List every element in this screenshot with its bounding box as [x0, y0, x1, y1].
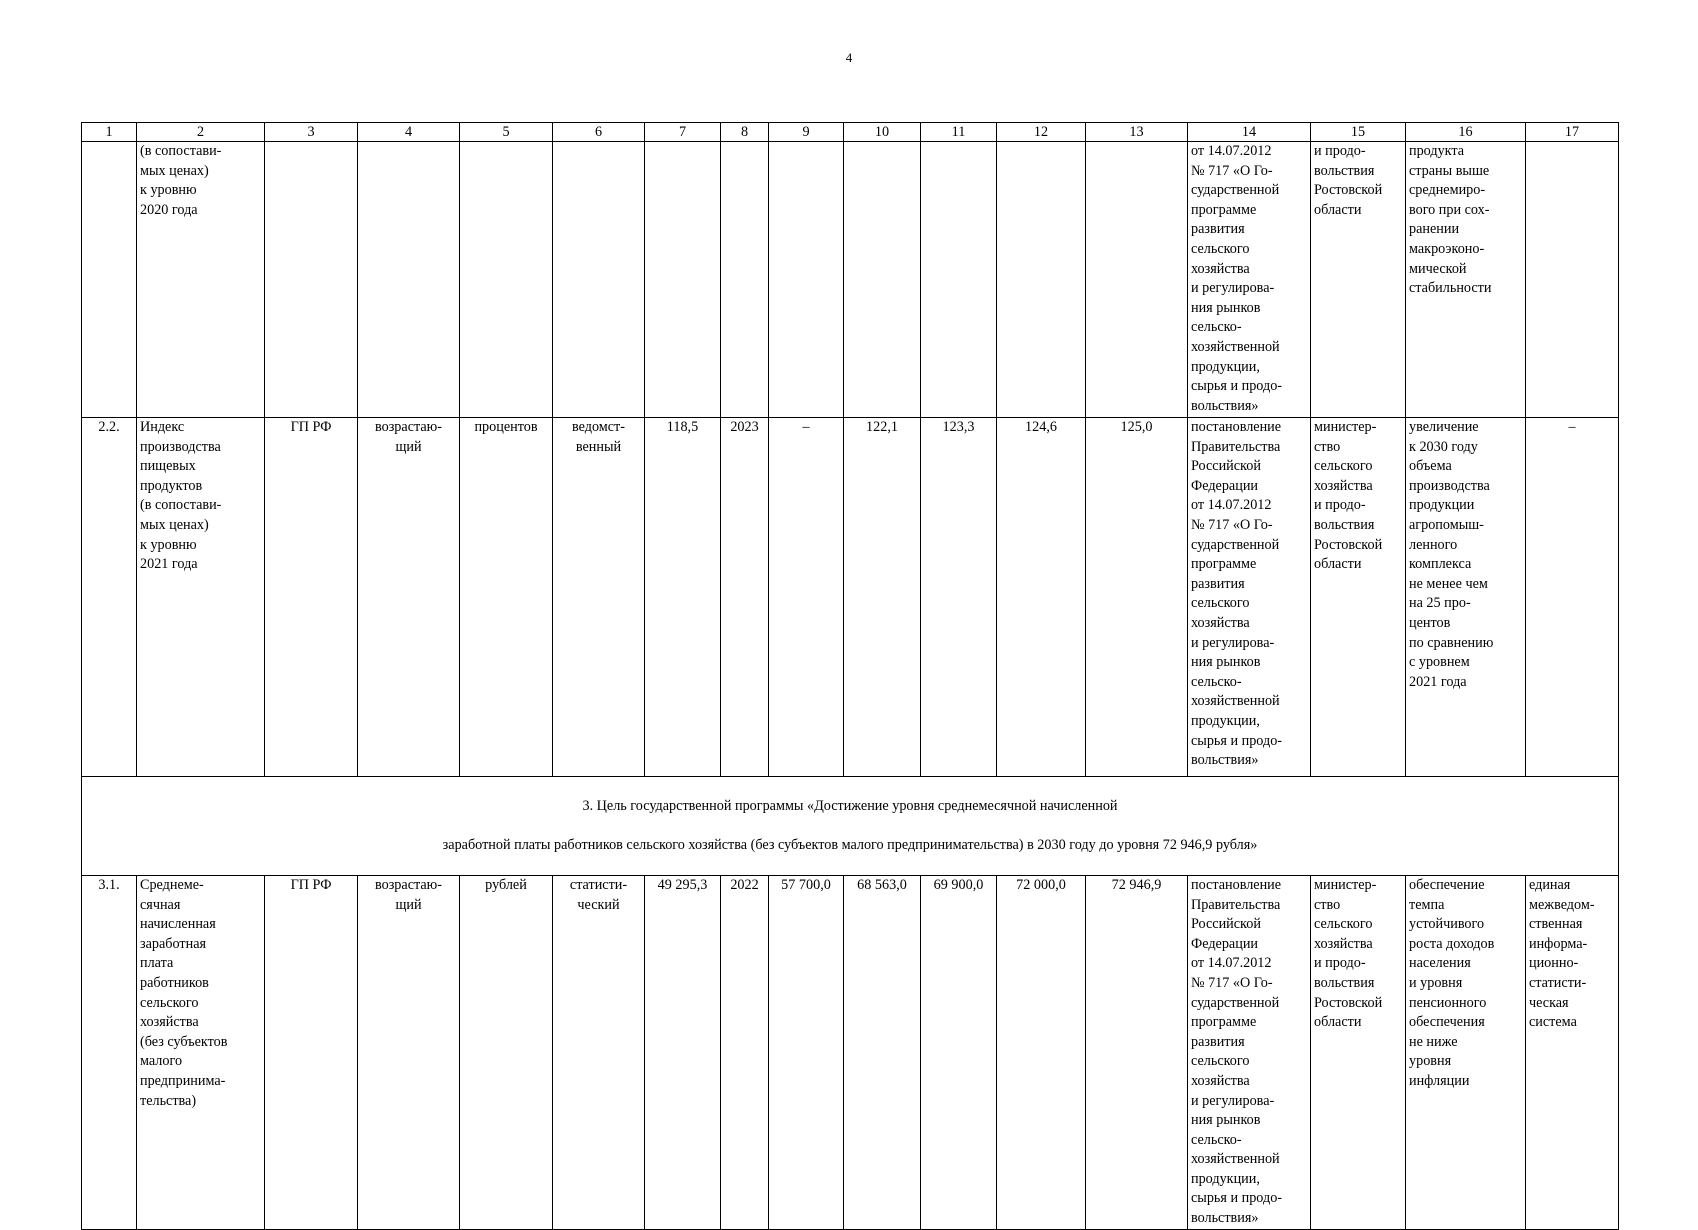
info-system-cell	[1526, 142, 1619, 418]
value-cell: 57 700,0	[769, 875, 844, 1229]
value-cell	[1086, 142, 1188, 418]
header-cell: 8	[721, 123, 769, 142]
value-cell: –	[769, 418, 844, 777]
table-row	[82, 142, 1619, 418]
header-cell: 12	[997, 123, 1086, 142]
header-cell: 2	[137, 123, 265, 142]
level-cell	[265, 142, 358, 418]
document-cell: постановление Правительства Российской Федерации от 14.07.2012 № 717 «О Го- сударственной программе развития сельского хозяйства и регулирова- ния рынков сельско- хозяйственной продукции, сырья и продо- вольствия»	[1188, 875, 1311, 1229]
header-cell: 10	[844, 123, 921, 142]
table-row	[82, 418, 1619, 777]
link-cell: обеспечение темпа устойчивого роста доходов населения и уровня пенсионного обеспечения не ниже уровня инфляции	[1406, 875, 1526, 1229]
type-cell: статисти- ческий	[553, 875, 645, 1229]
indicator-name: (в сопостави- мых ценах) к уровню 2020 года	[137, 142, 265, 418]
info-system-cell: –	[1526, 418, 1619, 777]
level-cell: ГП РФ	[265, 875, 358, 1229]
goal-title-line2: заработной платы работников сельского хозяйства (без субъектов малого предпринимательства) в 2030 году до уровня 72 946,9 рубля»	[442, 836, 1258, 853]
indicator-name: Индекс производства пищевых продуктов (в сопостави- мых ценах) к уровню 2021 года	[137, 418, 265, 777]
goal-section-title	[82, 777, 1619, 876]
header-cell: 11	[921, 123, 997, 142]
info-system-cell: единая межведом- ственная информа- ционно- статисти- ческая система	[1526, 875, 1619, 1229]
goal-section-row	[82, 777, 1619, 876]
unit-cell	[460, 142, 553, 418]
row-number: 3.1.	[82, 875, 137, 1229]
responsible-cell: министер- ство сельского хозяйства и продо- вольствия Ростовской области	[1311, 418, 1406, 777]
value-cell: 68 563,0	[844, 875, 921, 1229]
base-value-cell: 49 295,3	[645, 875, 721, 1229]
base-value-cell	[645, 142, 721, 418]
header-cell: 17	[1526, 123, 1619, 142]
base-year-cell: 2022	[721, 875, 769, 1229]
header-cell: 1	[82, 123, 137, 142]
indicator-name: Среднеме- сячная начисленная заработная плата работников сельского хозяйства (без субъектов малого предпринима- тельства)	[137, 875, 265, 1229]
value-cell	[844, 142, 921, 418]
value-cell: 124,6	[997, 418, 1086, 777]
indicators-table	[81, 122, 1619, 1230]
base-year-cell: 2023	[721, 418, 769, 777]
value-cell: 72 000,0	[997, 875, 1086, 1229]
value-cell: 69 900,0	[921, 875, 997, 1229]
value-cell	[997, 142, 1086, 418]
header-cell: 5	[460, 123, 553, 142]
document-cell: от 14.07.2012 № 717 «О Го- сударственной программе развития сельского хозяйства и регулирова- ния рынков сельско- хозяйственной продукции, сырья и продо- вольствия»	[1188, 142, 1311, 418]
value-cell: 122,1	[844, 418, 921, 777]
type-cell: ведомст- венный	[553, 418, 645, 777]
trend-cell: возрастаю- щий	[358, 418, 460, 777]
header-cell: 14	[1188, 123, 1311, 142]
value-cell	[921, 142, 997, 418]
link-cell: увеличение к 2030 году объема производства продукции агропомыш- ленного комплекса не менее чем на 25 про- центов по сравнению с уровнем 2021 года	[1406, 418, 1526, 777]
type-cell	[553, 142, 645, 418]
table-row	[82, 875, 1619, 1229]
value-cell	[769, 142, 844, 418]
unit-cell: процентов	[460, 418, 553, 777]
goal-title-line1: 3. Цель государственной программы «Достижение уровня среднемесячной начисленной	[582, 797, 1118, 814]
row-number	[82, 142, 137, 418]
trend-cell	[358, 142, 460, 418]
trend-cell: возрастаю- щий	[358, 875, 460, 1229]
value-cell: 125,0	[1086, 418, 1188, 777]
value-cell: 123,3	[921, 418, 997, 777]
row-number: 2.2.	[82, 418, 137, 777]
responsible-cell: министер- ство сельского хозяйства и продо- вольствия Ростовской области	[1311, 875, 1406, 1229]
level-cell: ГП РФ	[265, 418, 358, 777]
header-cell: 16	[1406, 123, 1526, 142]
header-cell: 6	[553, 123, 645, 142]
header-cell: 9	[769, 123, 844, 142]
unit-cell: рублей	[460, 875, 553, 1229]
header-cell: 7	[645, 123, 721, 142]
header-cell: 3	[265, 123, 358, 142]
responsible-cell: и продо- вольствия Ростовской области	[1311, 142, 1406, 418]
document-cell: постановление Правительства Российской Федерации от 14.07.2012 № 717 «О Го- сударственной программе развития сельского хозяйства и регулирова- ния рынков сельско- хозяйственной продукции, сырья и продо- вольствия»	[1188, 418, 1311, 777]
base-value-cell: 118,5	[645, 418, 721, 777]
header-cell: 15	[1311, 123, 1406, 142]
page-number: 4	[845, 50, 853, 65]
column-number-header	[82, 123, 1619, 142]
header-cell: 4	[358, 123, 460, 142]
value-cell: 72 946,9	[1086, 875, 1188, 1229]
link-cell: продукта страны выше среднемиро- вого при сох- ранении макроэконо- мической стабильности	[1406, 142, 1526, 418]
base-year-cell	[721, 142, 769, 418]
header-cell: 13	[1086, 123, 1188, 142]
